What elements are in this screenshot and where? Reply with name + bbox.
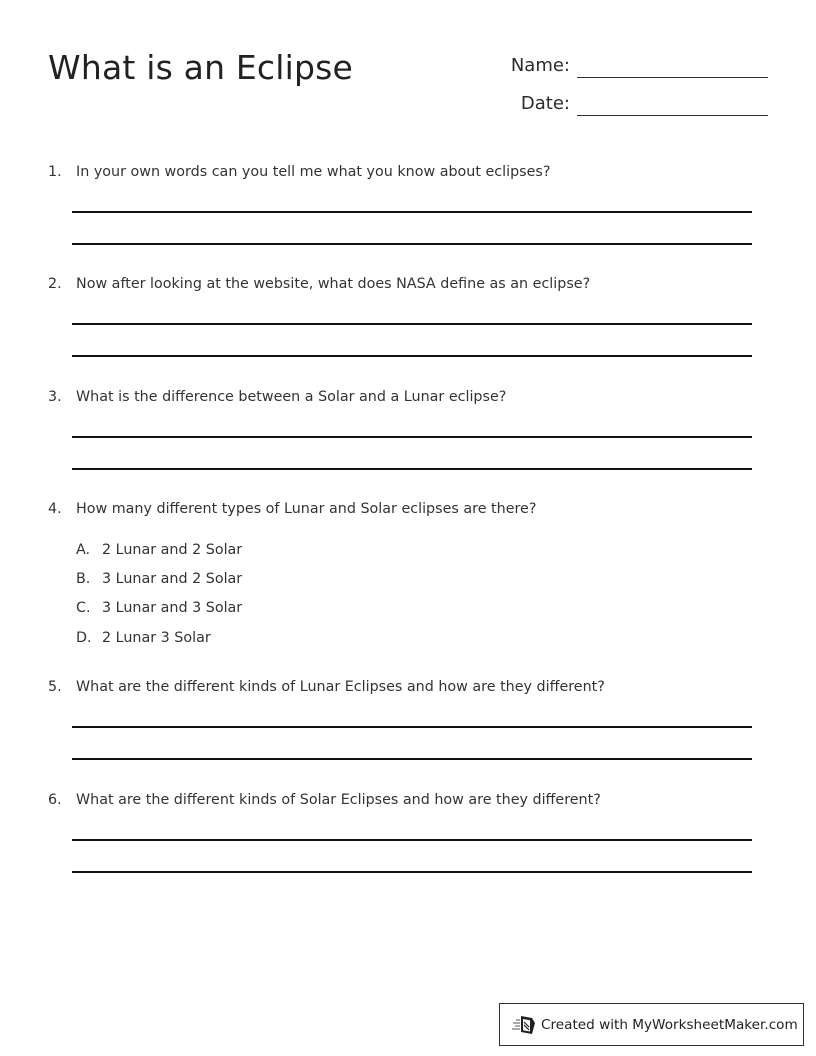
- answer-line[interactable]: [72, 468, 752, 470]
- option-letter: D.: [76, 630, 92, 646]
- option-letter: C.: [76, 600, 91, 616]
- question-text: Now after looking at the website, what does NASA define as an eclipse?: [76, 276, 591, 292]
- answer-line[interactable]: [72, 243, 752, 245]
- option-letter: B.: [76, 571, 91, 587]
- question-number: 5.: [48, 679, 62, 695]
- answer-line[interactable]: [72, 355, 752, 357]
- option-text: 2 Lunar 3 Solar: [102, 630, 211, 646]
- worksheet-maker-logo-icon: [512, 1014, 536, 1036]
- answer-line[interactable]: [72, 726, 752, 728]
- option-letter: A.: [76, 542, 91, 558]
- option-text: 3 Lunar and 2 Solar: [102, 571, 243, 587]
- question-text: What are the different kinds of Solar Eclipses and how are they different?: [76, 792, 601, 808]
- page-title: What is an Eclipse: [48, 48, 354, 87]
- question-number: 2.: [48, 276, 62, 292]
- answer-line[interactable]: [72, 758, 752, 760]
- date-input-line[interactable]: [577, 115, 768, 116]
- question-text: How many different types of Lunar and Solar eclipses are there?: [76, 501, 537, 517]
- option-text: 3 Lunar and 3 Solar: [102, 600, 243, 616]
- question-number: 1.: [48, 164, 62, 180]
- answer-line[interactable]: [72, 839, 752, 841]
- answer-line[interactable]: [72, 436, 752, 438]
- question-number: 3.: [48, 389, 62, 405]
- question-text: In your own words can you tell me what you know about eclipses?: [76, 164, 551, 180]
- question-number: 6.: [48, 792, 62, 808]
- footer-credit[interactable]: [499, 1003, 804, 1046]
- answer-line[interactable]: [72, 323, 752, 325]
- answer-line[interactable]: [72, 211, 752, 213]
- date-label: Date:: [520, 93, 570, 114]
- option-text: 2 Lunar and 2 Solar: [102, 542, 243, 558]
- footer-text: Created with MyWorksheetMaker.com: [541, 1016, 798, 1033]
- question-number: 4.: [48, 501, 62, 517]
- answer-line[interactable]: [72, 871, 752, 873]
- name-field[interactable]: [500, 52, 768, 78]
- name-input-line[interactable]: [577, 77, 768, 78]
- date-field[interactable]: [500, 90, 768, 116]
- question-text: What are the different kinds of Lunar Eclipses and how are they different?: [76, 679, 605, 695]
- question-text: What is the difference between a Solar and a Lunar eclipse?: [76, 389, 507, 405]
- name-label: Name:: [510, 55, 570, 76]
